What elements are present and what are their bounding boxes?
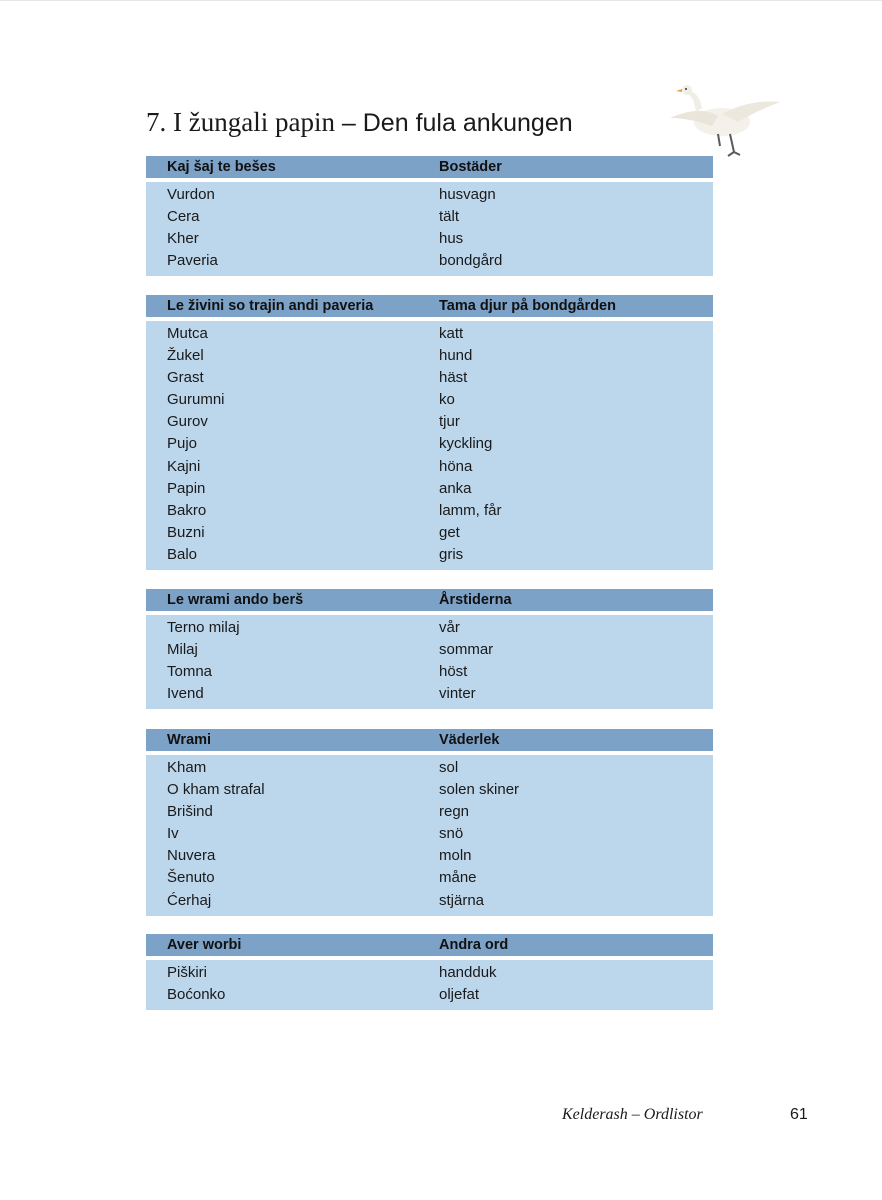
section-body <box>146 960 713 1010</box>
vocab-row <box>146 433 713 455</box>
vocab-row <box>146 456 713 478</box>
swedish-word: hus <box>439 230 464 248</box>
section-body <box>146 182 713 276</box>
vocab-row <box>146 323 713 345</box>
swedish-word: gris <box>439 545 464 563</box>
romani-word: Ivend <box>167 685 204 703</box>
romani-word: Kher <box>167 230 199 248</box>
romani-word: Tomna <box>167 663 213 681</box>
swedish-word: snö <box>439 825 464 843</box>
title-swedish: – Den fula ankungen <box>341 109 573 137</box>
romani-word: Kham <box>167 759 207 776</box>
romani-word: Buzni <box>167 523 205 541</box>
swedish-word: handduk <box>439 964 497 981</box>
vocab-section-housing <box>146 156 713 276</box>
vocab-row <box>146 367 713 389</box>
romani-word: Boćonko <box>167 986 226 1004</box>
romani-word: Balo <box>167 545 198 563</box>
romani-word: Milaj <box>167 641 198 659</box>
vocab-row <box>146 984 713 1006</box>
swedish-word: höst <box>439 663 468 681</box>
swedish-word: katt <box>439 325 464 342</box>
swedish-word: sol <box>439 759 459 776</box>
romani-word: Nuvera <box>167 847 216 865</box>
romani-word: Kajni <box>167 457 201 475</box>
swedish-word: husvagn <box>439 186 496 203</box>
romani-word: Mutca <box>167 325 208 342</box>
vocab-row <box>146 544 713 566</box>
swedish-word: ko <box>439 391 455 409</box>
swedish-word: get <box>439 523 460 541</box>
vocab-row <box>146 845 713 867</box>
romani-word: Cera <box>167 208 200 226</box>
vocab-section-seasons <box>146 589 713 709</box>
vocab-row <box>146 250 713 272</box>
vocab-section-other-words <box>146 934 713 1010</box>
vocab-row <box>146 389 713 411</box>
vocab-row <box>146 411 713 433</box>
section-header <box>146 156 713 178</box>
vocab-row <box>146 184 713 206</box>
header-swedish: Bostäder <box>439 159 502 175</box>
title-romani: 7. I žungali papin <box>146 107 335 137</box>
page-edge <box>0 0 882 1</box>
romani-word: O kham strafal <box>167 781 265 799</box>
swedish-word: anka <box>439 479 472 497</box>
page-title <box>146 104 573 141</box>
vocab-row <box>146 823 713 845</box>
header-romani: Le živini so trajin andi paveria <box>167 298 374 314</box>
header-swedish: Tama djur på bondgården <box>439 298 616 314</box>
section-body <box>146 755 713 916</box>
swan-icon <box>640 78 785 160</box>
swedish-word: moln <box>439 847 472 865</box>
swedish-word: solen skiner <box>439 781 520 799</box>
swedish-word: kyckling <box>439 435 493 453</box>
section-body <box>146 615 713 709</box>
swedish-word: vår <box>439 619 460 636</box>
section-header <box>146 934 713 956</box>
running-footer-title: Kelderash – Ordlistor <box>562 1106 703 1123</box>
romani-word: Šenuto <box>167 869 215 887</box>
vocab-row <box>146 522 713 544</box>
header-swedish: Andra ord <box>439 937 509 953</box>
vocab-row <box>146 639 713 661</box>
swedish-word: stjärna <box>439 891 485 909</box>
header-romani: Le wrami ando berš <box>167 592 304 608</box>
vocab-row <box>146 661 713 683</box>
romani-word: Vurdon <box>167 186 215 203</box>
header-romani: Kaj šaj te bešes <box>167 159 276 175</box>
swedish-word: höna <box>439 457 473 475</box>
page-number: 61 <box>790 1106 808 1123</box>
romani-word: Žukel <box>167 347 204 365</box>
romani-word: Terno milaj <box>167 619 240 636</box>
swedish-word: måne <box>439 869 477 887</box>
romani-word: Grast <box>167 369 204 387</box>
swedish-word: häst <box>439 369 468 387</box>
header-romani: Wrami <box>167 732 212 748</box>
vocab-row <box>146 500 713 522</box>
romani-word: Brišind <box>167 803 213 821</box>
vocab-row <box>146 779 713 801</box>
romani-word: Iv <box>167 825 179 843</box>
swedish-word: regn <box>439 803 470 821</box>
swedish-word: tjur <box>439 413 460 431</box>
section-body <box>146 321 713 570</box>
header-swedish: Väderlek <box>439 732 500 748</box>
section-header <box>146 295 713 317</box>
header-romani: Aver worbi <box>167 937 242 953</box>
vocab-row <box>146 867 713 889</box>
romani-word: Bakro <box>167 501 207 519</box>
romani-word: Paveria <box>167 252 218 270</box>
vocab-row <box>146 478 713 500</box>
swedish-word: hund <box>439 347 473 365</box>
vocab-row <box>146 206 713 228</box>
romani-word: Gurov <box>167 413 208 431</box>
swedish-word: vinter <box>439 685 476 703</box>
vocab-row <box>146 345 713 367</box>
vocab-row <box>146 962 713 984</box>
vocab-row <box>146 683 713 705</box>
swedish-word: tält <box>439 208 460 226</box>
vocab-section-farm-animals <box>146 295 713 570</box>
swedish-word: lamm, får <box>439 501 502 519</box>
header-swedish: Årstiderna <box>439 592 512 608</box>
romani-word: Pujo <box>167 435 198 453</box>
romani-word: Ćerhaj <box>167 891 212 909</box>
vocab-row <box>146 801 713 823</box>
vocab-section-weather <box>146 729 713 916</box>
romani-word: Gurumni <box>167 391 225 409</box>
swedish-word: oljefat <box>439 986 480 1004</box>
vocab-row <box>146 228 713 250</box>
romani-word: Piškiri <box>167 964 207 981</box>
romani-word: Papin <box>167 479 206 497</box>
swedish-word: bondgård <box>439 252 503 270</box>
vocab-row <box>146 757 713 779</box>
vocab-row <box>146 617 713 639</box>
section-header <box>146 729 713 751</box>
section-header <box>146 589 713 611</box>
vocab-row <box>146 890 713 912</box>
swedish-word: sommar <box>439 641 494 659</box>
